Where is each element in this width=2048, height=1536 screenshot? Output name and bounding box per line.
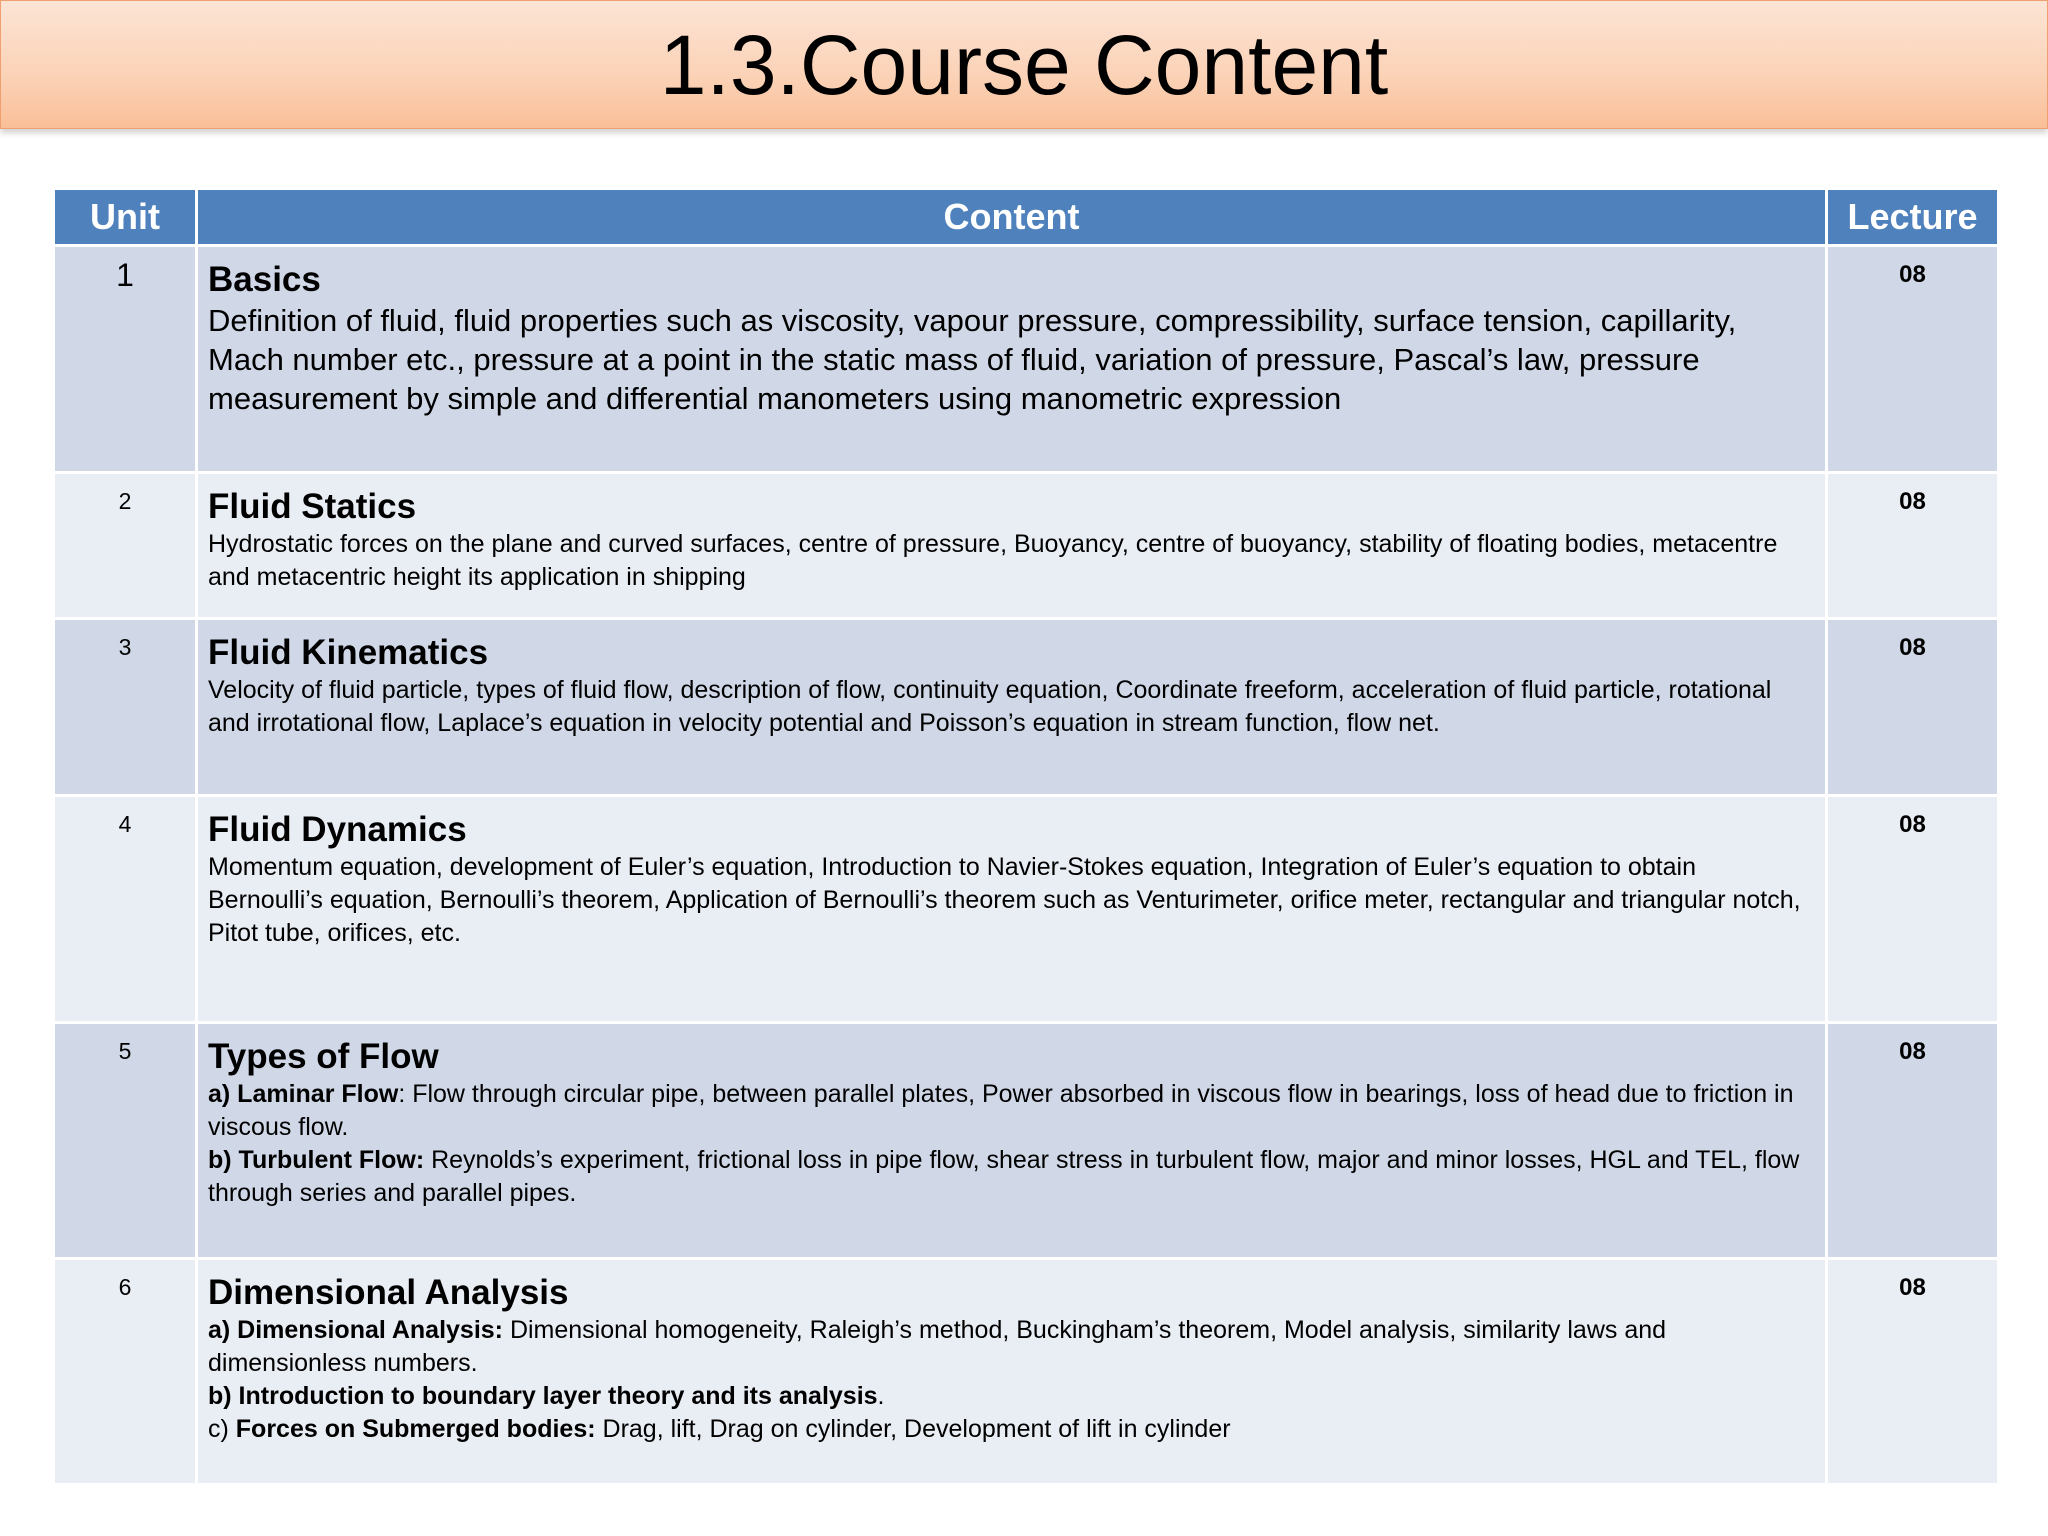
header-unit: Unit (54, 189, 197, 246)
lecture-count: 08 (1827, 1259, 1999, 1485)
table-row (54, 619, 1999, 796)
content-cell (197, 619, 1827, 796)
course-content-table (52, 187, 2000, 1486)
topic-description: Momentum equation, development of Euler’s equation, Introduction to Navier-Stokes equation, Integration of Euler’s equation to obtain Bernoulli’s equation, Bernoulli’s theorem, Application of Bernoulli’s theorem such as Venturimeter, orifice meter, rectangular and triangular notch, Pitot tube, orifices, etc. (208, 853, 1801, 947)
unit-number: 6 (54, 1259, 197, 1485)
unit-number: 3 (54, 619, 197, 796)
subtopic-label: b) Introduction to boundary layer theory and its analysis (208, 1382, 878, 1410)
topic-title: Fluid Dynamics (208, 810, 467, 849)
table-row (54, 1023, 1999, 1259)
topic-description-a (208, 1078, 1813, 1144)
content-cell (197, 473, 1827, 619)
unit-number: 1 (54, 246, 197, 473)
table-row (54, 246, 1999, 473)
lecture-count: 08 (1827, 796, 1999, 1023)
unit-number: 4 (54, 796, 197, 1023)
content-cell (197, 246, 1827, 473)
subtopic-text: Dimensional homogeneity, Raleigh’s method, Buckingham’s theorem, Model analysis, similarity laws and dimensionless numbers. (208, 1316, 1667, 1377)
slide-title: 1.3.Course Content (659, 17, 1389, 112)
topic-title: Fluid Kinematics (208, 633, 489, 672)
topic-description-c (208, 1413, 1813, 1446)
header-content: Content (197, 189, 1827, 246)
topic-description-b (208, 1144, 1813, 1210)
lecture-count: 08 (1827, 619, 1999, 796)
topic-description-a (208, 1314, 1813, 1380)
table-row (54, 1259, 1999, 1485)
table-row (54, 473, 1999, 619)
subtopic-text: Reynolds’s experiment, frictional loss in pipe flow, shear stress in turbulent flow, major and minor losses, HGL and TEL, flow through series and parallel pipes. (208, 1146, 1800, 1207)
subtopic-label: a) Laminar Flow (208, 1080, 399, 1108)
content-cell (197, 1023, 1827, 1259)
unit-number: 2 (54, 473, 197, 619)
topic-description: Velocity of fluid particle, types of fluid flow, description of flow, continuity equation, Coordinate freeform, acceleration of fluid particle, rotational and irrotational flow, Laplace’s equation in velocity potential and Poisson’s equation in stream function, flow net. (208, 676, 1772, 737)
subtopic-label: a) Dimensional Analysis: (208, 1316, 503, 1344)
subtopic-text: Drag, lift, Drag on cylinder, Development of lift in cylinder (595, 1415, 1231, 1443)
topic-description: Hydrostatic forces on the plane and curved surfaces, centre of pressure, Buoyancy, centre of buoyancy, stability of floating bodies, metacentre and metacentric height its application in shipping (208, 530, 1778, 591)
subtopic-text: . (877, 1382, 885, 1410)
topic-title: Types of Flow (208, 1037, 439, 1076)
lecture-count: 08 (1827, 246, 1999, 473)
lecture-count: 08 (1827, 1023, 1999, 1259)
topic-title: Dimensional Analysis (208, 1273, 569, 1312)
table-header-row (54, 189, 1999, 246)
unit-number: 5 (54, 1023, 197, 1259)
header-lecture: Lecture (1827, 189, 1999, 246)
subtopic-label: Forces on Submerged bodies: (235, 1415, 596, 1443)
content-cell (197, 796, 1827, 1023)
topic-description: Definition of fluid, fluid properties such as viscosity, vapour pressure, compressibility, surface tension, capillarity, Mach number etc., pressure at a point in the static mass of fluid, variation of pressure, Pascal’s law, pressure measurement by simple and differential manometers using manometric expression (208, 303, 1737, 416)
subtopic-label: b) Turbulent Flow: (208, 1146, 425, 1174)
subtopic-prefix: c) (208, 1415, 236, 1443)
topic-title: Basics (208, 260, 321, 299)
lecture-count: 08 (1827, 473, 1999, 619)
slide-title-bar (0, 0, 2048, 129)
topic-title: Fluid Statics (208, 487, 417, 526)
content-cell (197, 1259, 1827, 1485)
subtopic-text: : Flow through circular pipe, between parallel plates, Power absorbed in viscous flow in bearings, loss of head due to friction in viscous flow. (208, 1080, 1794, 1141)
topic-description-b (208, 1380, 1813, 1413)
table-row (54, 796, 1999, 1023)
